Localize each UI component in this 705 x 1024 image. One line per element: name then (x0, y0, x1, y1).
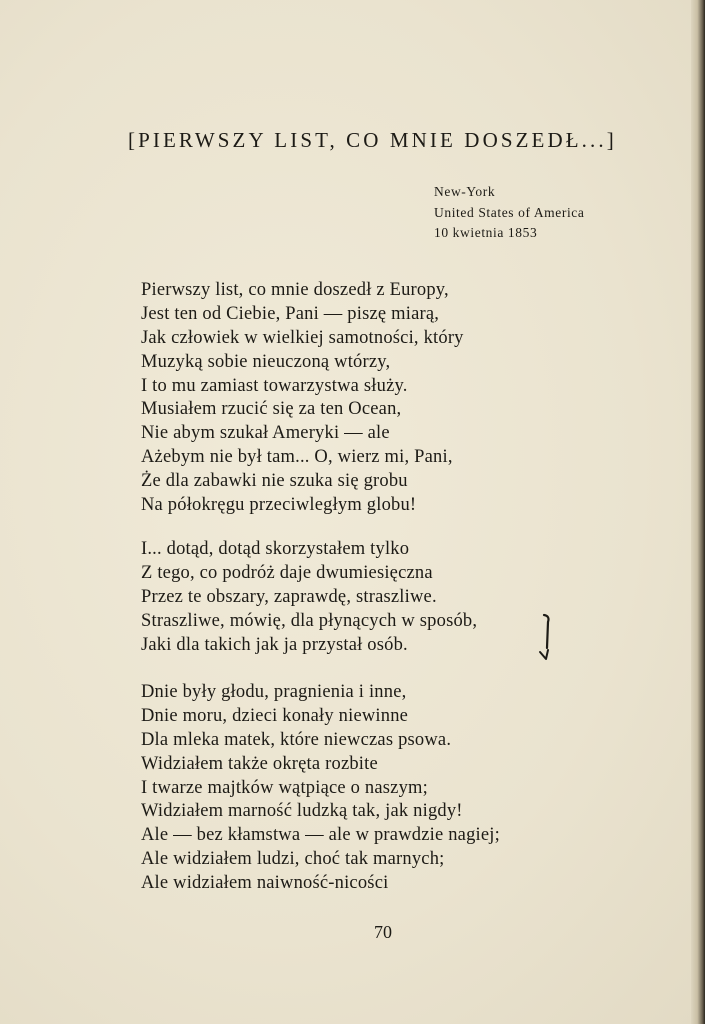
stanza-1 (141, 279, 464, 518)
verse-line: I twarze majtków wątpiące o naszym; (141, 777, 428, 798)
verse-line: Musiałem rzucić się za ten Ocean, (141, 399, 402, 420)
verse-line: Pierwszy list, co mnie doszedł z Europy, (141, 280, 449, 300)
verse-line: Jest ten od Ciebie, Pani — piszę miarą, (141, 303, 440, 324)
verse-line: Dla mleka matek, które niewczas psowa. (141, 729, 452, 750)
stanza-2 (141, 538, 477, 657)
verse-line: Na półokręgu przeciwległym globu! (141, 495, 417, 516)
verse-line: Ażebym nie był tam... O, wierz mi, Pani, (141, 447, 453, 468)
verse-line: I... dotąd, dotąd skorzystałem tylko (141, 539, 410, 559)
verse-line: Z tego, co podróż daje dwumiesięczna (141, 562, 433, 583)
dateline-city: New-York (434, 184, 496, 199)
verse-line: Muzyką sobie nieuczoną wtórzy, (141, 351, 391, 372)
verse-line: Przez te obszary, zaprawdę, straszliwe. (141, 586, 437, 607)
verse-line: Straszliwe, mówię, dla płynących w sposób, (141, 610, 478, 631)
verse-line: Jaki dla takich jak ja przystał osób. (141, 634, 408, 655)
dateline (434, 182, 585, 244)
verse-line: Dnie były głodu, pragnienia i inne, (141, 682, 407, 702)
verse-line: Nie abym szukał Ameryki — ale (141, 423, 390, 444)
verse-line: Dnie moru, dzieci konały niewinne (141, 705, 409, 726)
page-number: 70 (374, 922, 392, 942)
handwritten-margin-bracket (530, 612, 554, 662)
verse-line: Widziałem marność ludzką tak, jak nigdy! (141, 801, 463, 822)
stanza-3 (141, 681, 500, 896)
dateline-date: 10 kwietnia 1853 (434, 225, 538, 240)
dateline-country: United States of America (434, 204, 585, 220)
book-spine-edge (691, 0, 705, 1024)
verse-line: Widziałem także okręta rozbite (141, 753, 378, 774)
verse-line: Że dla zabawki nie szuka się grobu (141, 471, 408, 492)
verse-line: Ale — bez kłamstwa — ale w prawdzie nagiej; (141, 825, 500, 846)
verse-line: Ale widziałem naiwność-nicości (141, 873, 389, 894)
verse-line: Ale widziałem ludzi, choć tak marnych; (141, 849, 445, 870)
verse-line: Jak człowiek w wielkiej samotności, który (141, 327, 464, 348)
verse-line: I to mu zamiast towarzystwa służy. (141, 375, 408, 396)
poem-title: [PIERWSZY LIST, CO MNIE DOSZEDŁ...] (128, 128, 617, 152)
